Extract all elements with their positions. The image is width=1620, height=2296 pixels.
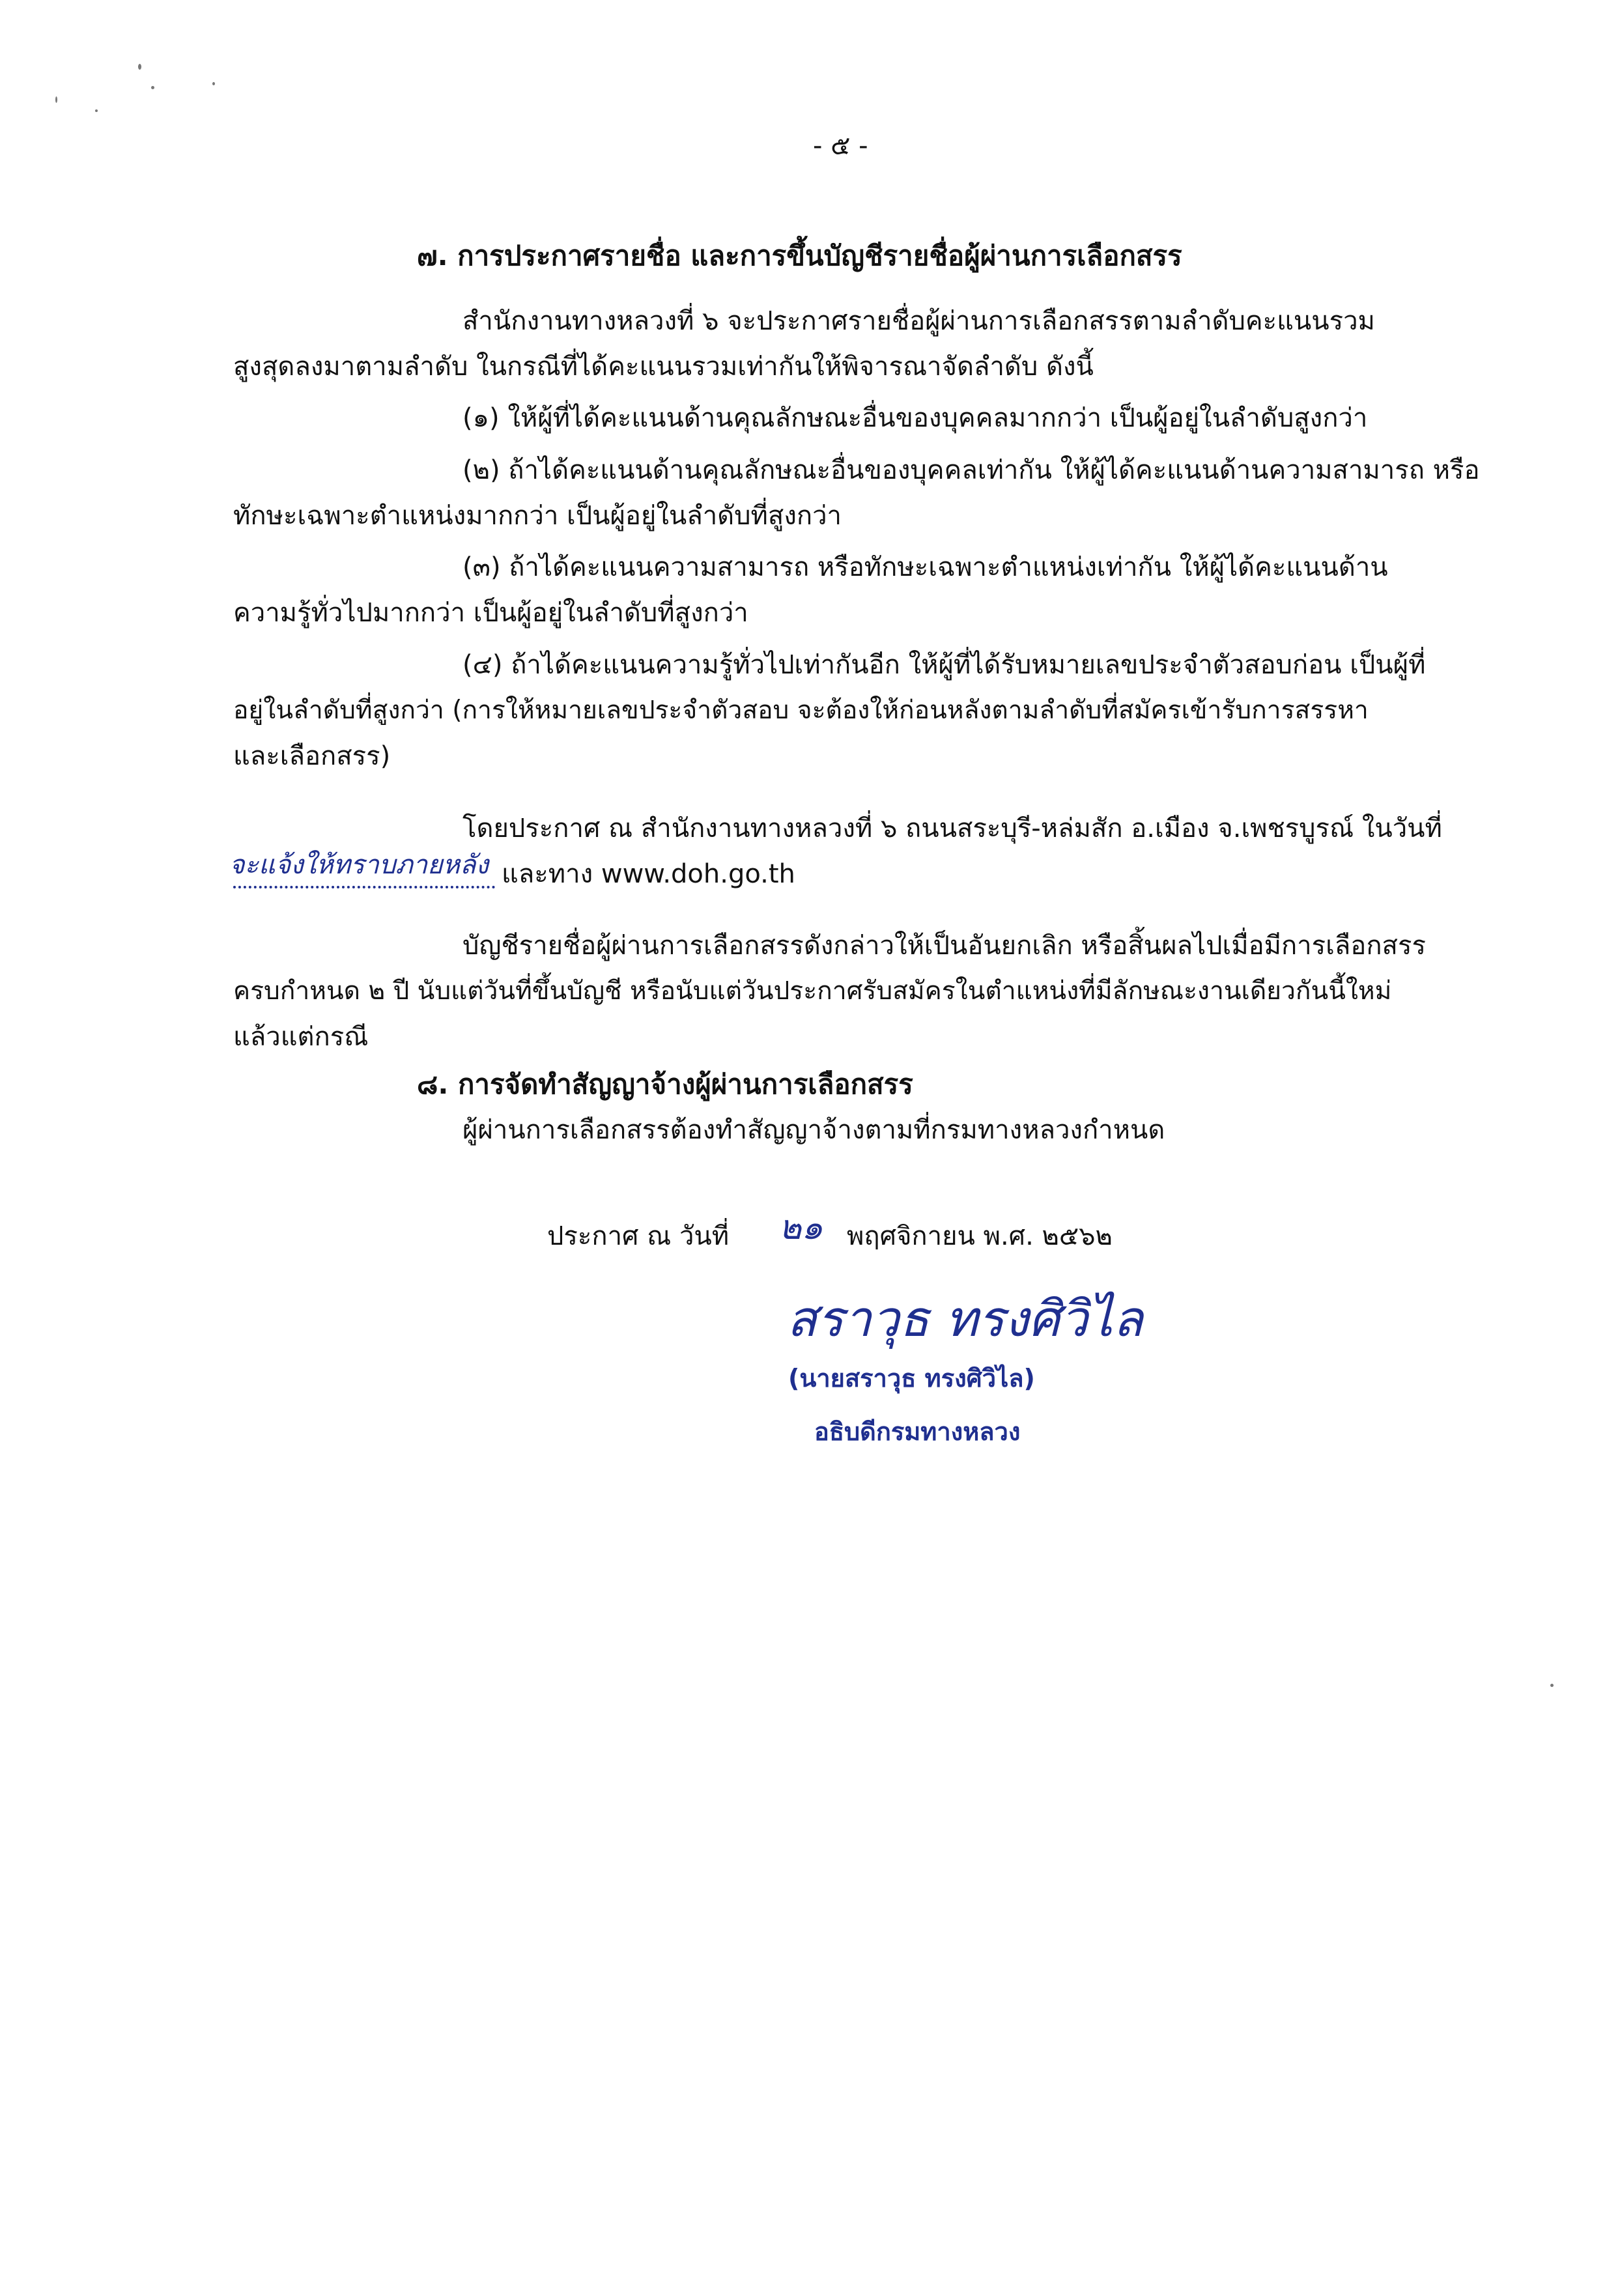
criteria-item-3-line-2: ความรู้ทั่วไปมากกว่า เป็นผู้อยู่ในลำดับที่สูงกว่า [233,598,748,628]
scan-speck [1550,1684,1554,1687]
criteria-item-3-line-1: (๓) ถ้าได้คะแนนความสามารถ หรือทักษะเฉพาะตำแหน่งเท่ากัน ให้ผู้ได้คะแนนด้าน [462,552,1388,582]
criteria-item-4-line-3: และเลือกสรร) [233,741,391,771]
announcement-month-year: พฤศจิกายน พ.ศ. ๒๕๖๒ [847,1221,1113,1251]
handwritten-date-note: จะแจ้งให้ทราบภายหลัง [229,850,489,880]
announcement-line-1: โดยประกาศ ณ สำนักงานทางหลวงที่ ๖ ถนนสระบุรี-หล่มสัก อ.เมือง จ.เพชรบูรณ์ ในวันที่ [462,814,1442,843]
criteria-item-4-line-2: อยู่ในลำดับที่สูงกว่า (การให้หมายเลขประจำตัวสอบ จะต้องให้ก่อนหลังตามลำดับที่สมัครเข้ารับการสรรหา [233,696,1369,725]
announcement-line-2: และทาง www.doh.go.th [502,859,795,889]
scan-speck [55,96,57,103]
section-7-intro-line-1: สำนักงานทางหลวงที่ ๖ จะประกาศรายชื่อผู้ผ่านการเลือกสรรตามลำดับคะแนนรวม [462,306,1375,336]
announcement-date-prefix: ประกาศ ณ วันที่ [547,1221,730,1251]
signature-handwritten: สราวุธ ทรงศิวิไล [787,1290,1143,1348]
criteria-item-2-line-2: ทักษะเฉพาะตำแหน่งมากกว่า เป็นผู้อยู่ในลำดับที่สูงกว่า [233,501,842,531]
section-8-heading: ๘. การจัดทำสัญญาจ้างผู้ผ่านการเลือกสรร [417,1068,913,1100]
list-validity-line-1: บัญชีรายชื่อผู้ผ่านการเลือกสรรดังกล่าวให้เป็นอันยกเลิก หรือสิ้นผลไปเมื่อมีการเลือกสรร [462,931,1426,961]
criteria-item-4-line-1: (๔) ถ้าได้คะแนนความรู้ทั่วไปเท่ากันอีก ให้ผู้ที่ได้รับหมายเลขประจำตัวสอบก่อน เป็นผู้ที่ [462,650,1426,680]
section-8-body: ผู้ผ่านการเลือกสรรต้องทำสัญญาจ้างตามที่กรมทางหลวงกำหนด [462,1115,1165,1145]
signatory-title: อธิบดีกรมทางหลวง [814,1417,1021,1446]
section-7-intro-line-2: สูงสุดลงมาตามลำดับ ในกรณีที่ได้คะแนนรวมเท่ากันให้พิจารณาจัดลำดับ ดังนี้ [233,352,1094,382]
criteria-item-1: (๑) ให้ผู้ที่ได้คะแนนด้านคุณลักษณะอื่นของบุคคลมากกว่า เป็นผู้อยู่ในลำดับสูงกว่า [462,403,1368,433]
dotted-fill-line [233,886,495,888]
list-validity-line-2: ครบกำหนด ๒ ปี นับแต่วันที่ขึ้นบัญชี หรือนับแต่วันประกาศรับสมัครในตำแหน่งที่มีลักษณะงานเดียวกันนี้ใหม่ [233,976,1392,1006]
scan-speck [138,64,141,70]
section-7-heading: ๗. การประกาศรายชื่อ และการขึ้นบัญชีรายชื่อผู้ผ่านการเลือกสรร [417,240,1182,272]
list-validity-line-3: แล้วแต่กรณี [233,1022,369,1052]
scan-speck [95,109,98,112]
scan-speck [212,82,215,85]
page-number: - ๕ - [813,131,868,161]
criteria-item-2-line-1: (๒) ถ้าได้คะแนนด้านคุณลักษณะอื่นของบุคคลเท่ากัน ให้ผู้ได้คะแนนด้านความสามารถ หรือ [462,455,1480,485]
handwritten-day: ๒๑ [779,1208,823,1247]
scan-speck [151,86,154,89]
signatory-name: (นายสราวุธ ทรงศิวิไล) [788,1364,1035,1393]
